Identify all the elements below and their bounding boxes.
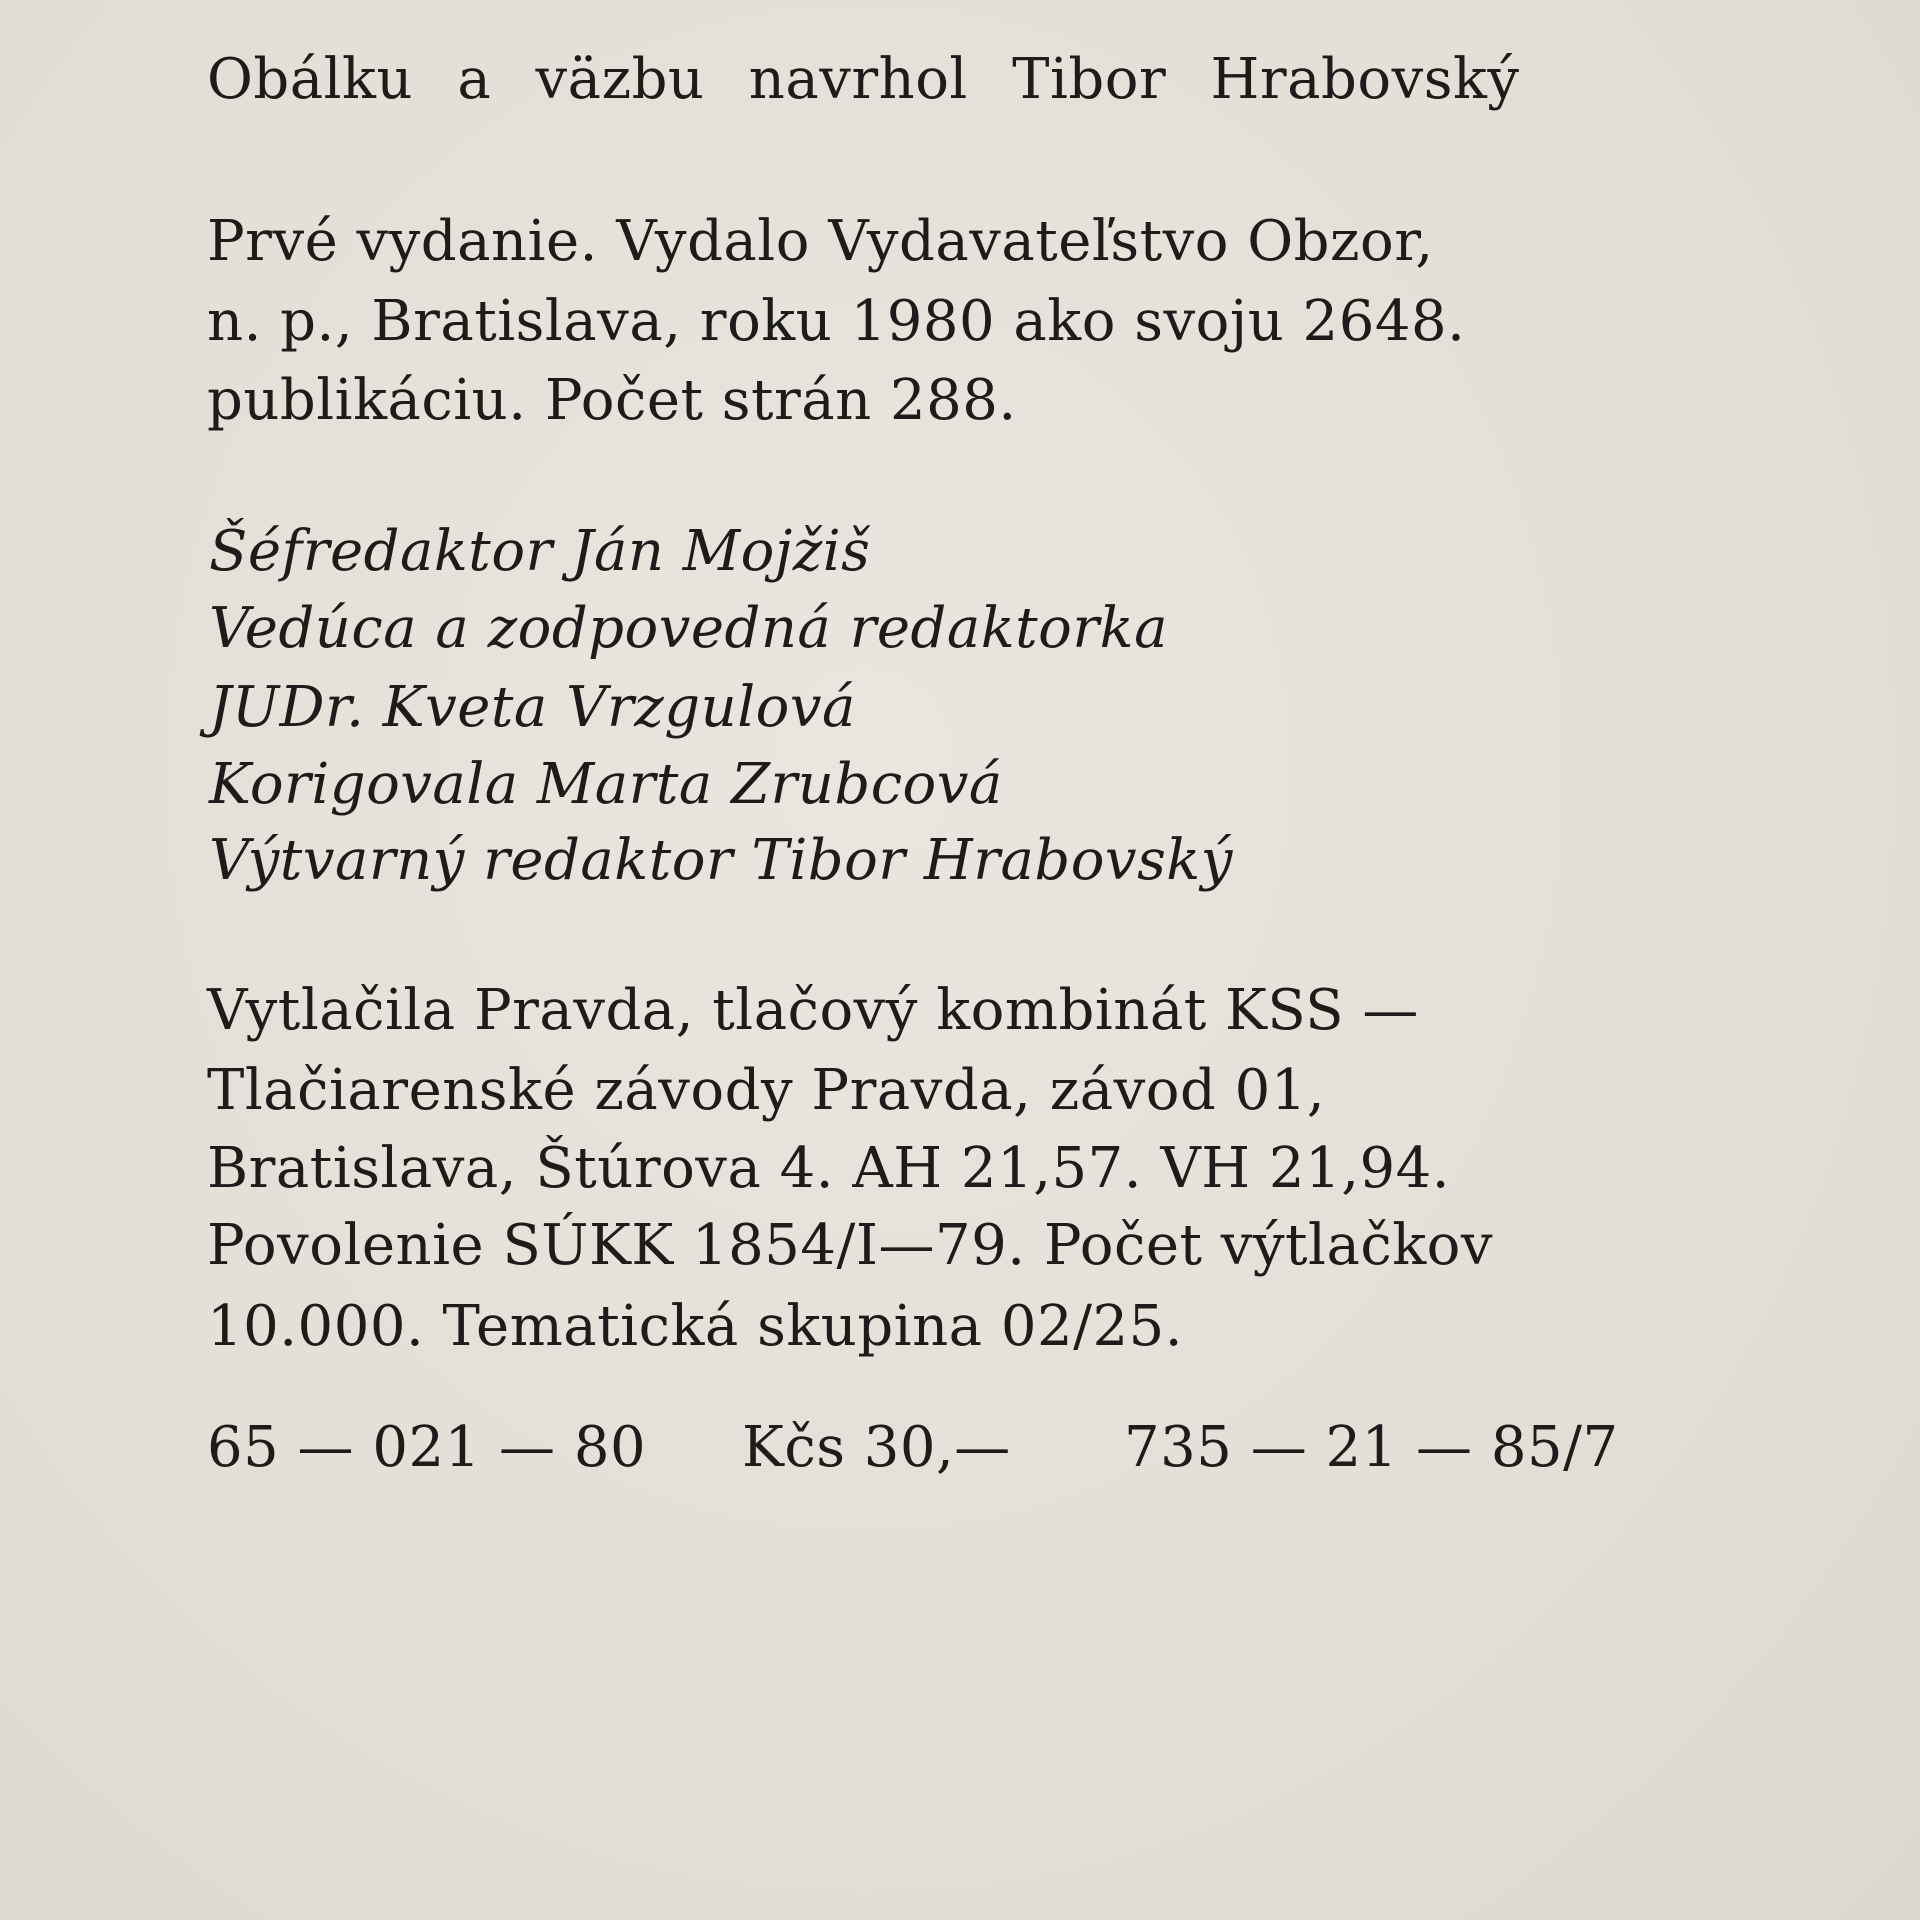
credit-line-proofreader: Korigovala Marta Zrubcová <box>209 752 1003 817</box>
edition-line-1: Prvé vydanie. Vydalo Vydavateľstvo Obzor, <box>207 209 1434 274</box>
cover-design-credit: Obálku a väzbu navrhol Tibor Hrabovský <box>207 47 1520 112</box>
price-label: Kčs 30,— <box>742 1415 1011 1480</box>
credit-line-responsible-editor-title: Vedúca a zodpovedná redaktorka <box>209 596 1168 661</box>
catalog-code: 735 — 21 — 85/7 <box>1124 1415 1619 1480</box>
printing-line-2: Tlačiarenské závody Pravda, závod 01, <box>207 1058 1326 1123</box>
edition-line-2: n. p., Bratislava, roku 1980 ako svoju 2648. <box>207 289 1466 354</box>
credit-line-responsible-editor-name: JUDr. Kveta Vrzgulová <box>209 675 856 740</box>
printing-line-3: Bratislava, Štúrova 4. AH 21,57. VH 21,94. <box>207 1136 1451 1201</box>
credit-line-art-editor: Výtvarný redaktor Tibor Hrabovský <box>209 828 1233 893</box>
printing-line-1: Vytlačila Pravda, tlačový kombinát KSS — <box>207 978 1419 1043</box>
publisher-code: 65 — 021 — 80 <box>207 1415 647 1480</box>
edition-line-3: publikáciu. Počet strán 288. <box>207 368 1017 433</box>
credit-line-editor-in-chief: Šéfredaktor Ján Mojžiš <box>209 519 871 584</box>
printing-line-5: 10.000. Tematická skupina 02/25. <box>207 1294 1184 1359</box>
printing-line-4: Povolenie SÚKK 1854/I—79. Počet výtlačkov <box>207 1213 1493 1278</box>
